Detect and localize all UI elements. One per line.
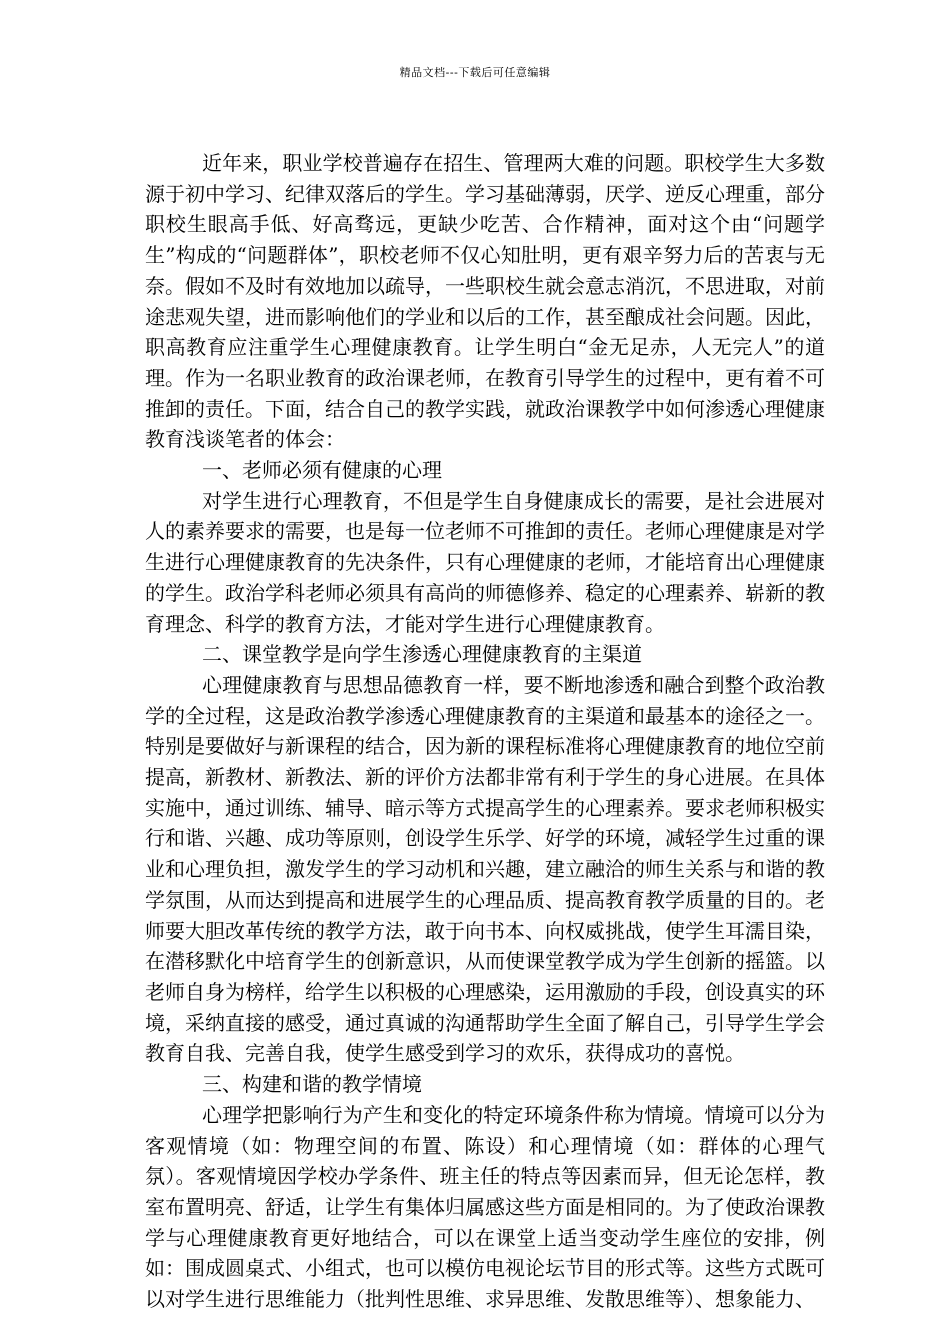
intro-paragraph: 近年来，职业学校普遍存在招生、管理两大难的问题。职校学生大多数源于初中学习、纪律双落后的学生。学习基础薄弱，厌学、逆反心理重，部分职校生眼高手低、好高骛远，更缺少吃苦、合作精神，面对这个由“问题学生”构成的“问题群体”，职校老师不仅心知肚明，更有艰辛努力后的苦衷与无奈。假如不及时有效地加以疏导，一些职校生就会意志消沉，不思进取，对前途悲观失望，进而影响他们的学业和以后的工作，甚至酿成社会问题。因此，职高教育应注重学生心理健康教育。让学生明白“金无足赤，人无完人”的道理。作为一名职业教育的政治课老师，在教育引导学生的过程中，更有着不可推卸的责任。下面，结合自己的教学实践，就政治课教学中如何渗透心理健康教育浅谈笔者的体会： (145, 151, 825, 452)
section-heading-3: 三、构建和谐的教学情境 (202, 1072, 422, 1097)
section-heading-1: 一、老师必须有健康的心理 (202, 458, 442, 483)
section-paragraph-2: 心理健康教育与思想品德教育一样，要不断地渗透和融合到整个政治教学的全过程，这是政治教学渗透心理健康教育的主渠道和最基本的途径之一。特别是要做好与新课程的结合，因为新的课程标准将心理健康教育的地位空前提高，新教材、新教法、新的评价方法都非常有利于学生的身心进展。在具体实施中，通过训练、辅导、暗示等方式提高学生的心理素养。要求老师积极实行和谐、兴趣、成功等原则，创设学生乐学、好学的环境，减轻学生过重的课业和心理负担，激发学生的学习动机和兴趣，建立融洽的师生关系与和谐的教学氛围，从而达到提高和进展学生的心理品质、提高教育教学质量的目的。老师要大胆改革传统的教学方法，敢于向书本、向权威挑战，使学生耳濡目染，在潜移默化中培育学生的创新意识，从而使课堂教学成为学生创新的摇篮。以老师自身为榜样，给学生以积极的心理感染，运用激励的手段，创设真实的环境，采纳直接的感受，通过真诚的沟通帮助学生全面了解自己，引导学生学会教育自我、完善自我，使学生感受到学习的欢乐，获得成功的喜悦。 (145, 672, 825, 1066)
section-heading-2: 二、课堂教学是向学生渗透心理健康教育的主渠道 (202, 642, 642, 667)
section-paragraph-1: 对学生进行心理教育，不但是学生自身健康成长的需要，是社会进展对人的素养要求的需要，也是每一位老师不可推卸的责任。老师心理健康是对学生进行心理健康教育的先决条件，只有心理健康的老师，才能培育出心理健康的学生。政治学科老师必须具有高尚的师德修养、稳定的心理素养、崭新的教育理念、科学的教育方法，才能对学生进行心理健康教育。 (145, 488, 825, 636)
document-body (145, 148, 825, 1315)
page-header: 精品文档---下载后可任意编辑 (399, 66, 551, 79)
section-paragraph-3: 心理学把影响行为产生和变化的特定环境条件称为情境。情境可以分为客观情境（如：物理空间的布置、陈设）和心理情境（如：群体的心理气氛）。客观情境因学校办学条件、班主任的特点等因素而异，但无论怎样，教室布置明亮、舒适，让学生有集体归属感这些方面是相同的。为了使政治课教学与心理健康教育更好地结合，可以在课堂上适当变动学生座位的安排，例如：围成圆桌式、小组式，也可以模仿电视论坛节目的形式等。这些方式既可以对学生进行思维能力（批判性思维、求异思维、发散思维等）、想象能力、 (145, 1102, 825, 1312)
